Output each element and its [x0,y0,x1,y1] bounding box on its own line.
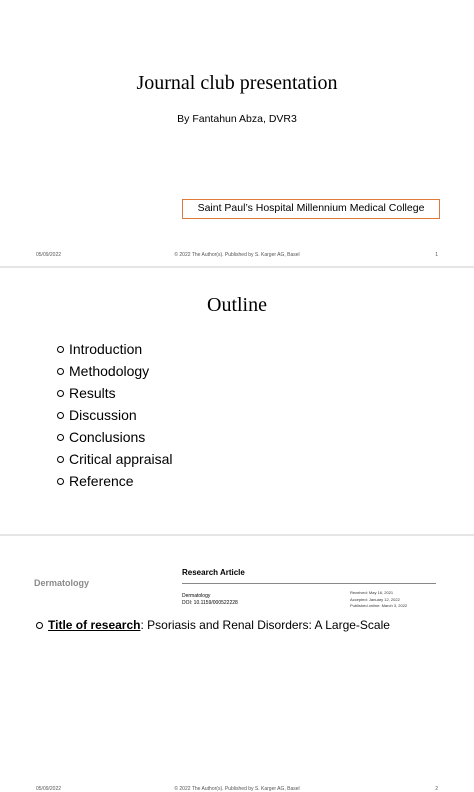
list-item-label: Conclusions [69,429,146,445]
footer-date: 05/09/2022 [36,252,62,258]
header-rule [182,583,436,584]
list-item [57,382,172,404]
circle-bullet-icon [57,346,64,353]
list-item-label: Results [69,385,116,401]
accepted-date: Accepted: January 12, 2022 [350,597,400,602]
list-item [57,404,172,426]
list-item-label: Introduction [69,341,143,357]
list-item-label: Methodology [69,363,150,379]
circle-bullet-icon [57,390,64,397]
footer-copyright: © 2022 The Author(s). Published by S. Karger AG, Basel [174,252,300,258]
footer-copyright: © 2022 The Author(s). Published by S. Karger AG, Basel [174,786,300,792]
circle-bullet-icon [57,368,64,375]
circle-bullet-icon [57,478,64,485]
outline-list [57,338,172,492]
article-type: Research Article [182,568,245,577]
journal-name: Dermatology [34,578,90,588]
list-item [57,470,172,492]
received-date: Received: May 16, 2021 [350,590,394,595]
circle-bullet-icon [57,434,64,441]
footer-page-number: 1 [435,252,438,258]
circle-bullet-icon [57,456,64,463]
slide-1 [0,0,474,266]
footer-page-number: 2 [435,786,438,792]
list-item-label: Discussion [69,407,137,423]
circle-bullet-icon [36,622,43,629]
footer-date: 05/09/2022 [36,786,62,792]
title-label: Title of research [48,618,141,632]
college-box: Saint Paul’s Hospital Millennium Medical College [182,199,440,219]
list-item-label: Reference [69,473,134,489]
title-text: : Psoriasis and Renal Disorders: A Large-Scale [140,618,390,632]
outline-title: Outline [207,294,267,316]
circle-bullet-icon [57,412,64,419]
list-item [57,338,172,360]
meta-journal: Dermatology [182,593,211,599]
list-item [57,448,172,470]
slide-title: Journal club presentation [136,72,338,94]
list-item [57,426,172,448]
meta-doi: DOI: 10.1159/000522228 [182,600,238,606]
list-item [57,360,172,382]
list-item-label: Critical appraisal [69,451,173,467]
author-line: By Fantahun Abza, DVR3 [177,113,297,125]
published-date: Published online: March 3, 2022 [350,603,408,608]
research-title-line [36,618,390,632]
